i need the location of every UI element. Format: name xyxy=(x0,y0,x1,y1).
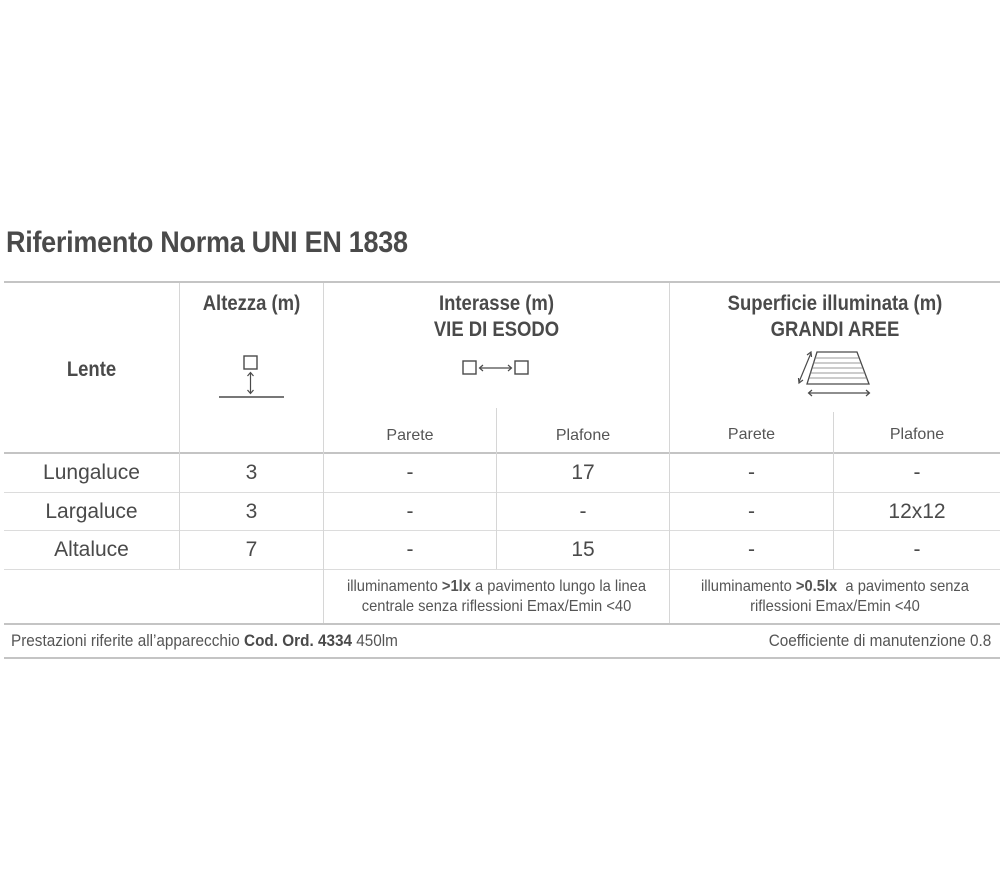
row-divider xyxy=(4,530,1000,531)
header-superficie-sub: GRANDI AREE xyxy=(770,318,900,341)
cell-altezza: 3 xyxy=(245,461,258,484)
note-interasse-pre: illuminamento xyxy=(346,578,442,595)
footer-left xyxy=(11,631,398,651)
footer-right: Coefficiente di manutenzione 0.8 xyxy=(768,631,991,650)
cell-sup-parete: - xyxy=(748,500,755,523)
cell-int-plafone: - xyxy=(579,500,587,523)
cell-int-parete: - xyxy=(406,500,414,523)
cell-sup-plafone: - xyxy=(913,461,921,484)
footer-left-post: 450lm xyxy=(352,631,398,650)
height-icon xyxy=(218,355,286,401)
cell-lente: Largaluce xyxy=(45,500,138,523)
col-divider xyxy=(669,283,670,623)
note-superficie xyxy=(683,577,987,617)
cell-altezza: 7 xyxy=(245,538,258,561)
col-divider xyxy=(179,283,180,569)
cell-int-parete: - xyxy=(406,538,414,561)
note-interasse-post: a pavimento lungo la linea xyxy=(470,578,647,595)
cell-sup-parete: - xyxy=(748,461,755,484)
cell-sup-plafone: - xyxy=(913,538,921,561)
note-superficie-post: a pavimento senza xyxy=(837,578,969,595)
footer-left-bold: Cod. Ord. 4334 xyxy=(244,631,353,650)
note-interasse-bold: >1lx xyxy=(441,578,471,595)
header-lente: Lente xyxy=(66,358,117,381)
note-interasse xyxy=(338,577,655,617)
row-divider xyxy=(4,492,1000,493)
cell-altezza: 3 xyxy=(245,500,258,523)
cell-int-parete: - xyxy=(406,461,414,484)
spacing-icon xyxy=(462,359,532,377)
cell-lente: Altaluce xyxy=(54,538,129,561)
cell-int-plafone: 17 xyxy=(571,461,595,484)
area-icon xyxy=(797,349,877,399)
notes-bottom-rule xyxy=(4,623,1000,625)
note-interasse-line2: centrale senza riflessioni Emax/Emin <40 xyxy=(361,598,632,615)
cell-lente: Lungaluce xyxy=(43,461,140,484)
cell-sup-plafone: 12x12 xyxy=(888,500,946,523)
header-interasse: Interasse (m) xyxy=(438,292,555,315)
top-rule xyxy=(4,281,1000,283)
cell-sup-parete: - xyxy=(748,538,755,561)
note-superficie-pre: illuminamento xyxy=(700,578,796,595)
col-divider xyxy=(323,283,324,623)
subheader-superficie-parete: Parete xyxy=(727,426,776,443)
subheader-interasse-plafone: Plafone xyxy=(555,427,611,444)
page-title: Riferimento Norma UNI EN 1838 xyxy=(6,226,408,259)
header-bottom-rule xyxy=(4,452,1000,454)
header-interasse-sub: VIE DI ESODO xyxy=(433,318,560,341)
subheader-interasse-parete: Parete xyxy=(386,427,434,444)
note-superficie-line2: riflessioni Emax/Emin <40 xyxy=(750,598,920,615)
row-divider xyxy=(4,569,1000,570)
subheader-superficie-plafone: Plafone xyxy=(889,426,945,443)
header-altezza: Altezza (m) xyxy=(202,292,301,315)
header-superficie: Superficie illuminata (m) xyxy=(727,292,943,315)
cell-int-plafone: 15 xyxy=(571,538,595,561)
note-superficie-bold: >0.5lx xyxy=(795,578,838,595)
footer-bottom-rule xyxy=(4,657,1000,659)
footer-left-pre: Prestazioni riferite all’apparecchio xyxy=(11,631,245,650)
